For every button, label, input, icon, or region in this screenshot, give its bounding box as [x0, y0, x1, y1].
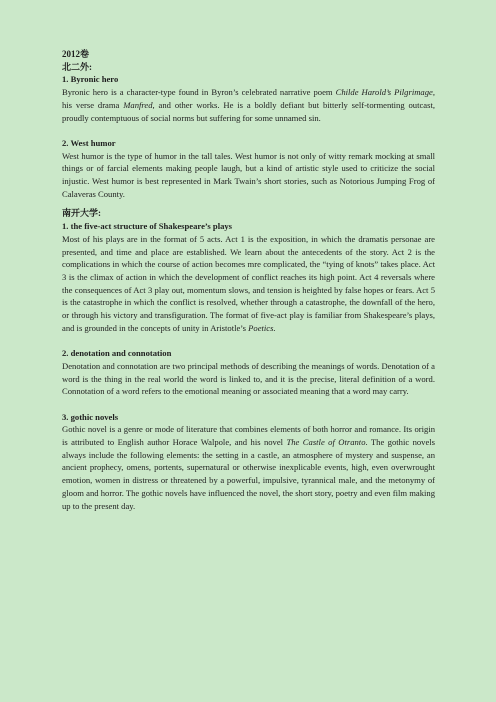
italic-title-text: Manfred — [123, 99, 153, 110]
entry-gap — [62, 334, 435, 347]
definition-text: , and other works. He is a boldly defiant but bitterly self-tormenting outcast, proudly contemptuous of social norms but suffering for some unnamed sin. — [62, 99, 436, 123]
sections-container — [62, 61, 435, 513]
italic-title-text: Poetics. — [248, 322, 276, 333]
year-heading: 2012卷 — [62, 49, 90, 59]
entry-gap — [62, 398, 435, 411]
italic-title-text: Childe Harold’s Pilgrimage — [335, 87, 433, 98]
term-definition — [62, 423, 435, 512]
definition-text: , his verse drama — [62, 87, 435, 110]
definition-text: Denotation and connotation are two principal methods of describing the meanings of words. Denotation of a word is the thing in the real world the word is linked to, and it is the precise, literal definition of a word. Connotation of a word refers to the emotional meaning or associated meaning that a word may carry. — [62, 360, 435, 397]
term-heading: 2. denotation and connotation — [62, 348, 172, 359]
term-heading: 1. Byronic hero — [62, 74, 119, 85]
term-definition — [62, 86, 435, 124]
definition-text: . The gothic novels always include the following elements: the setting in a castle, an atmosphere of mystery and suspense, an ancient prophecy, omens, portents, supernatural or otherwise inexplicable events, high, even overwrought emotion, women in distress or threatened by a powerful, impulsive, tyrannical male, and the metonymy of gloom and horror. The gothic novels have influenced the novel, the short story, poetry and even film making up to the present day. — [62, 437, 436, 511]
definition-text: Most of his plays are in the format of 5 acts. Act 1 is the exposition, in which the dramatis personae are presented, and time and place are established. We learn about the antecedents of the story. Act 2 is the complications in which the course of action becomes mre complicated, the “tying of knots” takes place. Act 3 is the climax of action in which the development of conflict reaches its high point. Act 4 reversals where the consequences of Act 3 play out, momentum slows, and tension is heighted by false hopes or fears. Act 5 is the catastrophe in which the conflict is resolved, whether through a catastrophe, the downfall of the hero, or through his victory and transfiguration. The format of five-act play is familiar from Shakespeare’s plays, and is grounded in the concepts of unity in Aristotle’s — [62, 233, 435, 333]
italic-title-text: The Castle of Otranto — [286, 437, 366, 448]
definition-text: West humor is the type of humor in the tall tales. West humor is not only of witty remark mocking at small things or of farcial elements making people laugh, but a kind of artistic style used to criticize the social injustic. West humor is best represented in Mark Twain’s short stories, such as Notorious Jumping Frog of Calaveras County. — [62, 150, 435, 199]
term-definition — [62, 150, 435, 201]
definition-text: Gothic novel is a genre or mode of literature that combines elements of both horror and romance. Its origin is attributed to English author Horace Walpole, and his novel — [62, 424, 435, 448]
term-definition — [62, 233, 435, 335]
school-heading: 北二外: — [62, 61, 92, 72]
section-gap — [62, 200, 435, 207]
document-body — [62, 48, 435, 512]
term-heading: 3. gothic novels — [62, 411, 119, 422]
term-definition — [62, 360, 435, 398]
school-heading: 南开大学: — [62, 208, 101, 219]
definition-text: Byronic hero is a character-type found in Byron’s celebrated narrative poem — [62, 87, 336, 98]
term-heading: 1. the five-act structure of Shakespeare’s plays — [62, 221, 233, 232]
term-heading: 2. West humor — [62, 137, 116, 148]
entry-gap — [62, 124, 435, 137]
